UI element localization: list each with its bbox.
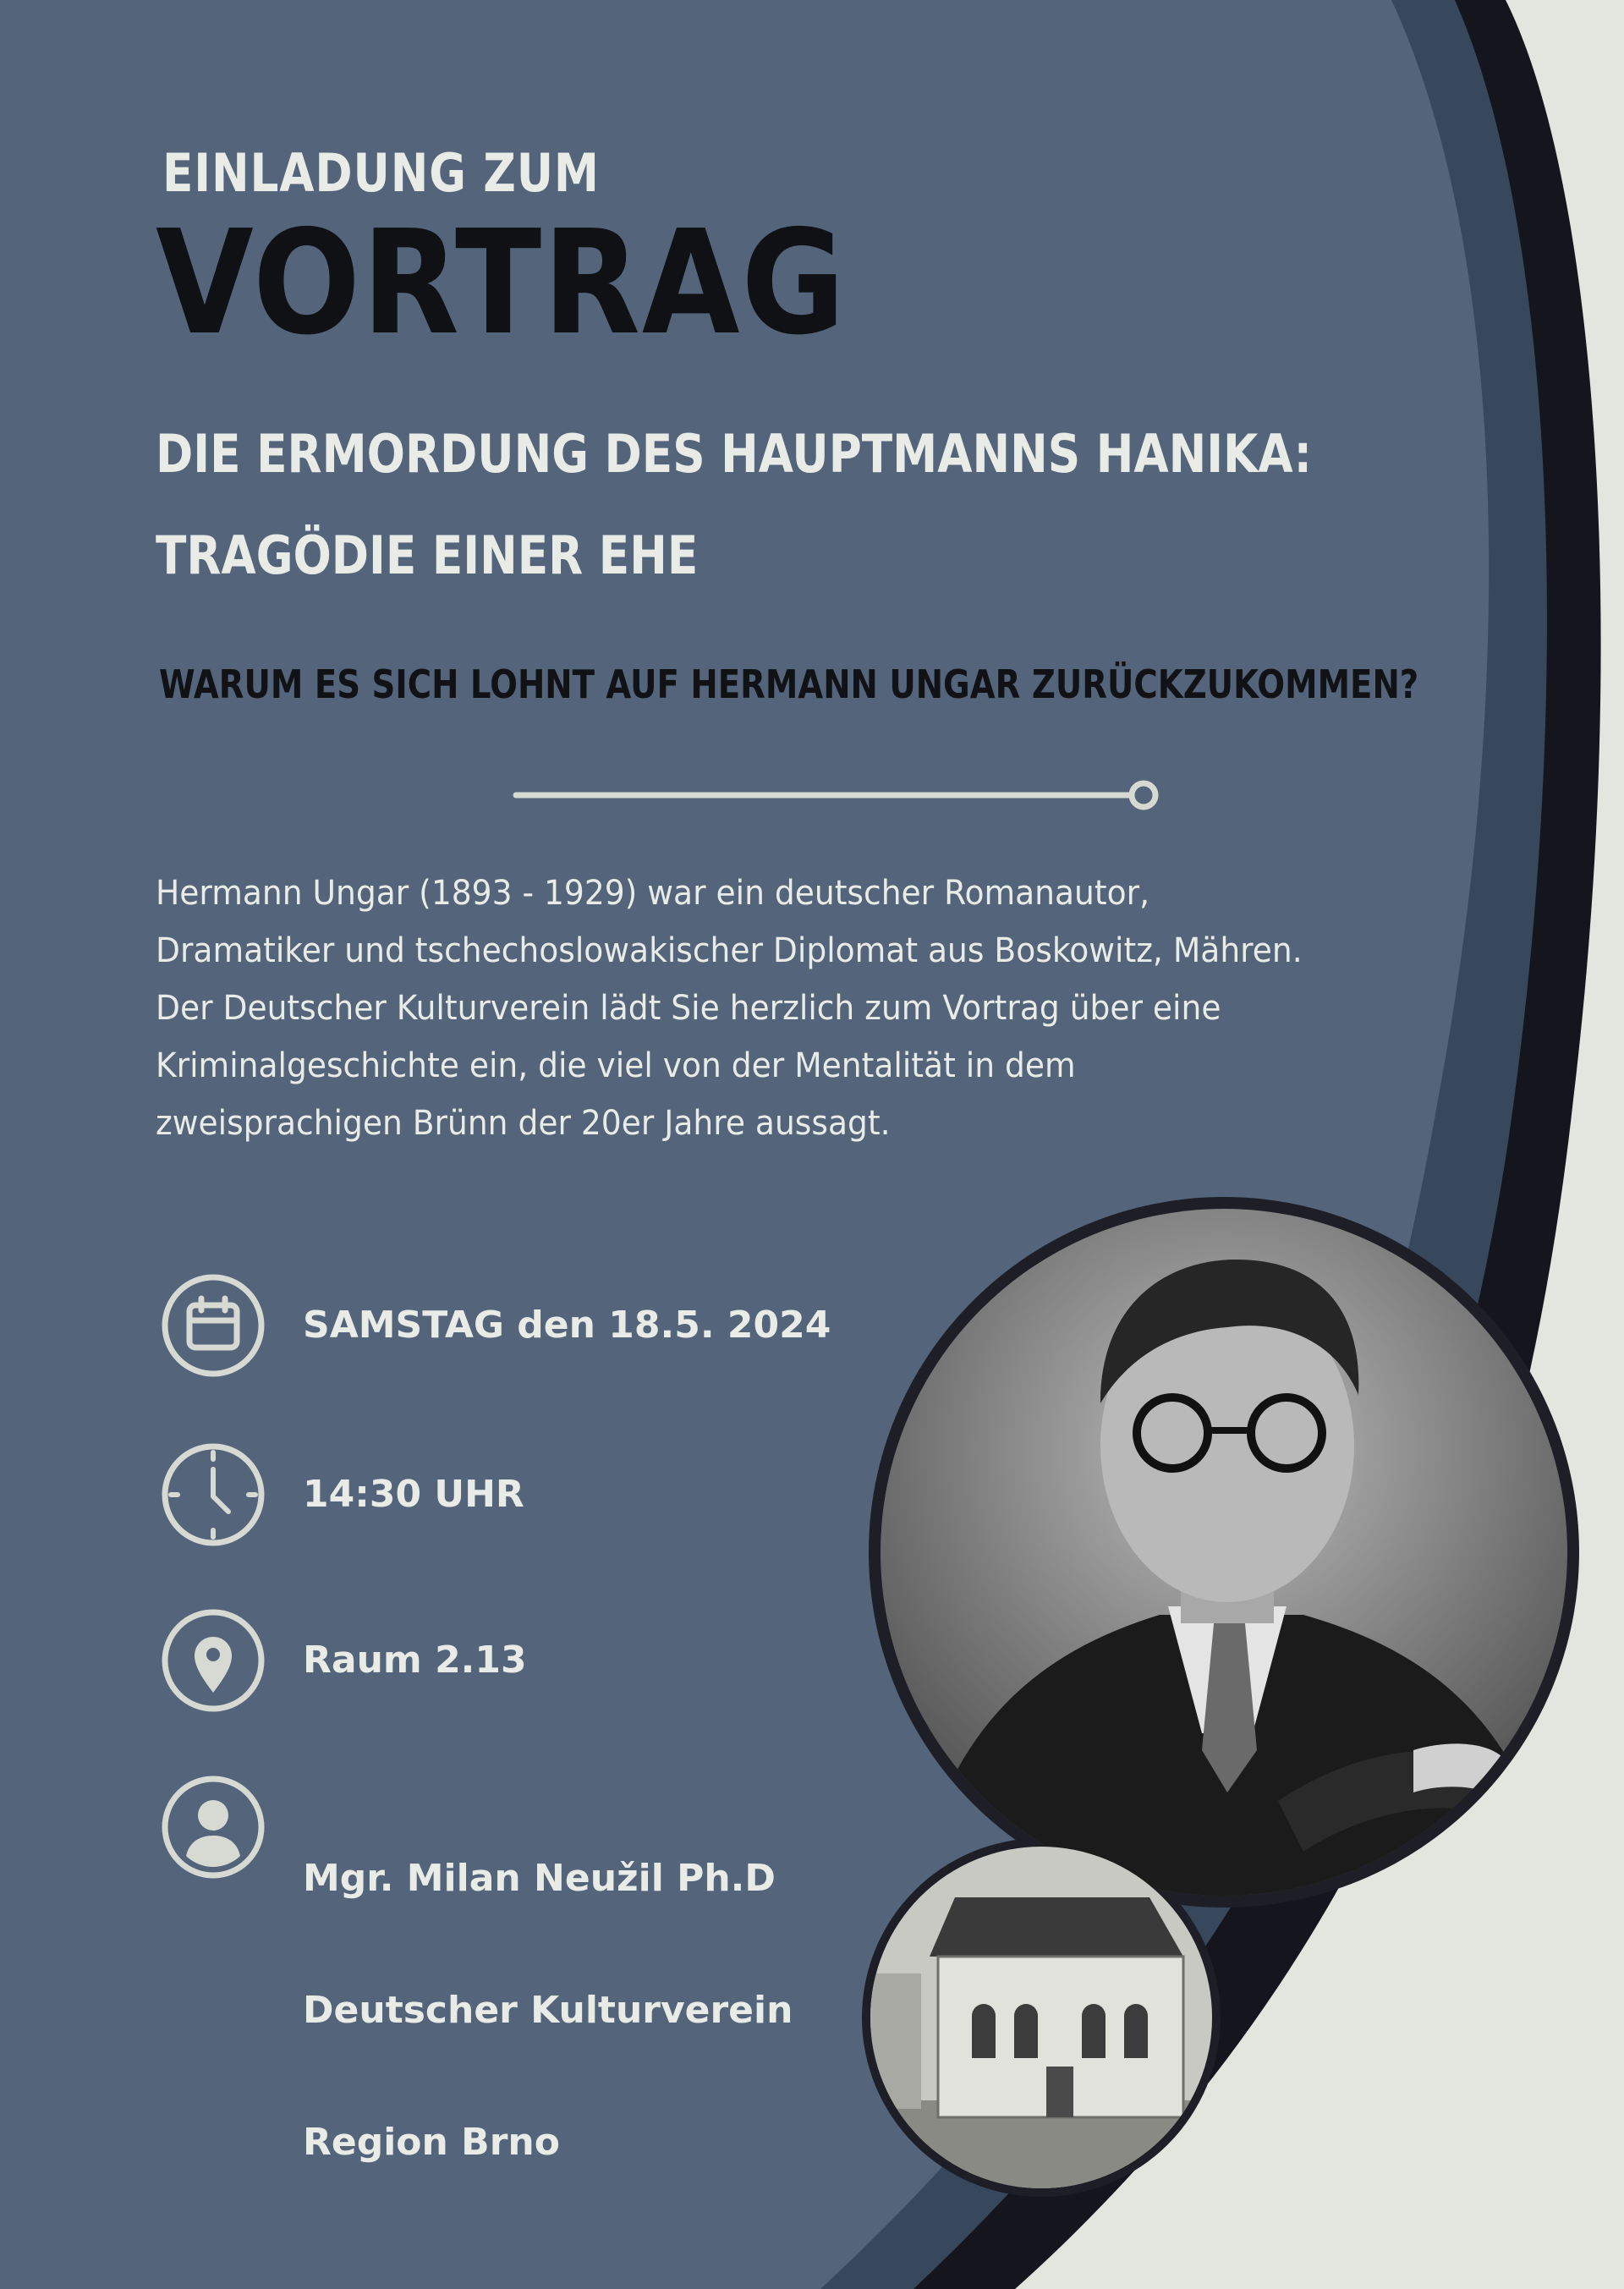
event-date: SAMSTAG den 18.5. 2024	[303, 1304, 831, 1347]
speaker-organization: Deutscher Kulturverein	[303, 1989, 793, 2032]
speaker-region: Region Brno	[303, 2121, 560, 2164]
event-room-row	[161, 1606, 922, 1715]
description-paragraph-2: Der Deutscher Kulturverein lädt Sie herzlich zum Vortrag über eine Kriminalgeschichte ein, die viel von der Mentalität in dem zweisprachigen Brünn der 20er Jahre aussagt.	[156, 989, 1221, 1143]
speaker-name: Mgr. Milan Neužil Ph.D	[303, 1857, 776, 1900]
event-room: Raum 2.13	[303, 1639, 527, 1682]
speaker-row	[161, 1775, 922, 2164]
description	[156, 865, 1309, 1152]
subtitle-line-2: TRAGÖDIE EINER EHE	[156, 524, 699, 586]
question-heading: WARUM ES SICH LOHNT AUF HERMANN UNGAR ZURÜCKZUKOMMEN?	[159, 661, 1419, 707]
page-title: VORTRAG	[156, 200, 847, 367]
event-time: 14:30 UHR	[303, 1473, 524, 1516]
subtitle-line-1: DIE ERMORDUNG DES HAUPTMANNS HANIKA:	[156, 423, 1312, 485]
speaker-info	[303, 1780, 793, 2242]
portrait-photo	[881, 1209, 1567, 1896]
location-pin-icon	[161, 1608, 266, 1713]
building-photo	[870, 1847, 1212, 2188]
user-icon	[161, 1775, 266, 1880]
calendar-icon	[161, 1273, 266, 1378]
pre-title: EINLADUNG ZUM	[162, 142, 600, 204]
clock-icon	[161, 1442, 266, 1547]
event-date-row	[161, 1271, 922, 1381]
description-paragraph-1: Hermann Ungar (1893 - 1929) war ein deutscher Romanautor, Dramatiker und tschechoslowakischer Diplomat aus Boskowitz, Mähren.	[156, 874, 1303, 970]
event-time-row	[161, 1440, 922, 1550]
